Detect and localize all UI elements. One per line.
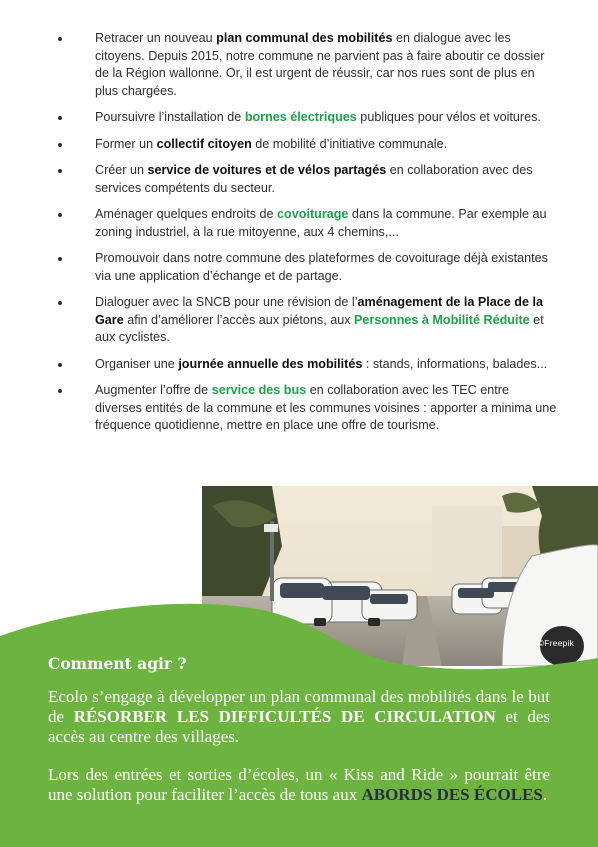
cta-heading: Comment agir ? [48,654,187,673]
cta-paragraph-commitment [48,687,550,747]
bullet-dot-icon [58,301,62,305]
cta-text: Ecolo s’engage à développer un plan communal des mobilités dans le but de [48,687,550,726]
cta-text: Lors des entrées et sorties d’écoles, un « Kiss and Ride » pourrait être une solution pour faciliter l’accès de tous aux [48,765,550,804]
bullet-highlight: aménagement de la Place de la Gare [95,295,544,327]
bullet-text: Organiser une [95,356,179,371]
bullet-text: en collaboration avec des services compétents du secteur. [95,163,533,195]
bullet-highlight: collectif citoyen [156,136,252,151]
bullet-highlight: service de voitures et de vélos partagés [147,163,387,177]
bullet-dot-icon [58,389,62,393]
bullet-text: Dialoguer avec la SNCB pour une révision de l’ [95,295,358,309]
bullet-highlight: plan communal des mobilités [216,31,393,45]
bullet-dot-icon [58,143,62,147]
bullet-text: publiques pour vélos et voitures. [356,110,541,124]
call-to-action-section [0,486,598,847]
photo-credit: ©Freepik [537,638,574,648]
bullet-text: : stands, informations, balades... [362,356,548,371]
bullet-item [0,294,598,347]
bullet-text: et aux cyclistes. [95,312,544,344]
bullet-item [0,206,598,241]
bullet-text: de mobilité d’initiative communale. [251,136,448,151]
cta-text: et des accès au centre des villages. [48,707,551,746]
bullet-dot-icon [58,169,62,173]
bullet-highlight: covoiturage [277,207,349,221]
bullet-item [0,30,598,100]
bullet-dot-icon [58,116,62,120]
bullet-item [0,382,598,435]
bullet-item [0,162,598,197]
cta-text: . [542,785,548,804]
bullet-item [0,109,598,127]
bullet-highlight: service des bus [211,383,307,397]
bullet-text: Retracer un nouveau [95,31,217,45]
bullet-dot-icon [58,37,62,41]
bullet-item [0,136,598,154]
bullet-highlight: bornes électriques [244,110,357,124]
bullet-highlight: Personnes à Mobilité Réduite [354,312,530,327]
cta-emphasis: RÉSORBER LES DIFFICULTÉS DE CIRCULATION [73,707,496,726]
bullet-text: Créer un [95,163,148,177]
bullet-dot-icon [58,363,62,367]
cta-paragraph-schools [48,765,550,805]
bullet-item [0,356,598,374]
bullet-text: Former un [95,136,157,151]
bullet-dot-icon [58,213,62,217]
bullet-text: Aménager quelques endroits de [95,207,278,221]
bullet-highlight: journée annuelle des mobilités [178,356,363,371]
bullet-text: dans la commune. Par exemple au zoning industriel, à la rue mitoyenne, aux 4 chemins,... [95,207,547,239]
cta-emphasis-dark: ABORDS DES ÉCOLES [361,785,543,804]
bullet-text: Augmenter l’offre de [95,383,212,397]
bullet-text: Poursuivre l’installation de [95,110,245,124]
bullet-text: en dialogue avec les citoyens. Depuis 2015, notre commune ne parvient pas à faire aboutir ce dossier de la Région wallonne. Or, il est urgent de réussir, car nos rues sont de plus en plus chargées. [95,31,545,98]
bullet-dot-icon [58,257,62,261]
bullet-item [0,250,598,285]
bullet-text: en collaboration avec les TEC entre diverses entités de la commune et les communes voisines : apporter a minima une fréquence quotidienne, mettre en place une offre de tourisme. [95,383,557,432]
mobility-measures-list [0,30,598,444]
bullet-text: Promouvoir dans notre commune des plateformes de covoiturage déjà existantes via une application d’échange et de partage. [95,251,548,283]
bullet-text: afin d’améliorer l’accès aux piétons, aux [123,312,355,327]
